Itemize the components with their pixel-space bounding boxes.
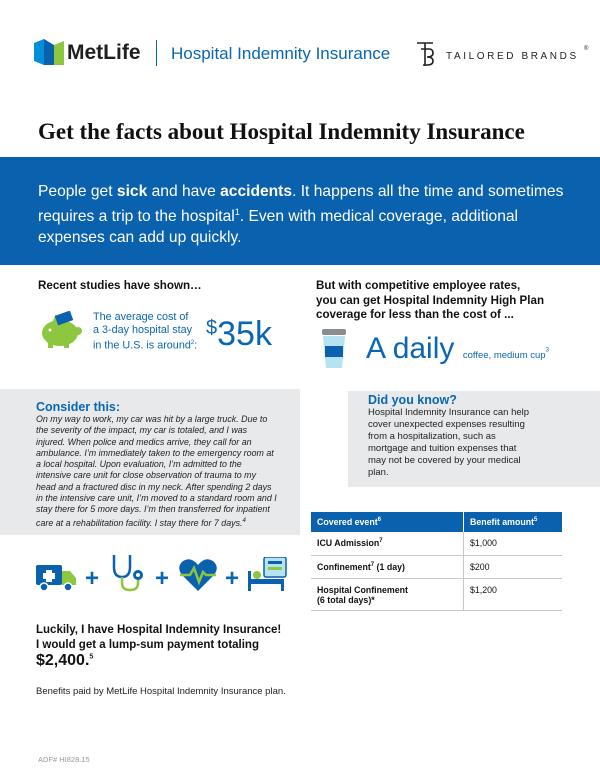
- cost-currency: $: [206, 317, 218, 339]
- banner-accidents: accidents: [220, 183, 293, 200]
- consider-footnote: 4: [242, 517, 246, 524]
- consider-line: intensive care unit for close observation of trauma to my: [36, 470, 257, 481]
- rates-line-2: you can get Hospital Indemnity High Plan: [316, 293, 545, 307]
- hospital-bed-icon: [248, 557, 288, 593]
- table-header-row: [311, 512, 562, 532]
- product-name: Hospital Indemnity Insurance: [171, 44, 391, 63]
- adf-number: ADF# HI828.15: [38, 755, 90, 764]
- studies-line-2: a 3-day hospital stay: [93, 324, 193, 336]
- studies-line-3-text: in the U.S. is around: [93, 339, 191, 352]
- banner-text-1: People get: [38, 183, 117, 200]
- consider-line: injured. When police and medics arrive, they call for an: [36, 436, 252, 447]
- heartbeat-icon: [178, 558, 218, 592]
- dyk-line: cover unexpected expenses resulting: [368, 419, 525, 430]
- cost-amount: 35k: [217, 315, 272, 353]
- intro-banner-text: [38, 181, 568, 248]
- event-label: Confinement: [317, 561, 371, 572]
- plus-sign: +: [85, 565, 100, 592]
- consider-line: ambulance. I’m immediately taken to the emergency room at: [36, 447, 274, 458]
- consider-line: stay there for 5 more days. I’m then transferred for inpatient: [36, 504, 270, 515]
- consider-line: a local hospital. Upon evaluation, I’m admitted to the: [36, 459, 242, 470]
- total-footnote: 5: [89, 653, 94, 661]
- dyk-line: from a hospitalization, such as: [368, 431, 496, 442]
- table-row: [311, 555, 562, 578]
- event-cell: [311, 555, 464, 578]
- ambulance-icon: [36, 561, 76, 591]
- consider-line: On my way to work, my car was hit by a large truck. Due to: [36, 414, 268, 424]
- coffee-cup-icon: [320, 329, 348, 369]
- total-amount: $2,400.: [36, 652, 90, 669]
- col1-label: Covered event: [317, 517, 378, 527]
- studies-line-3: [93, 337, 197, 353]
- stethoscope-icon: [108, 553, 150, 593]
- tailored-brands-logo-icon: [415, 40, 435, 68]
- amount-cell: $1,000: [464, 532, 563, 555]
- rates-line-3: coverage for less than the cost of ...: [316, 308, 514, 321]
- did-you-know-title: Did you know?: [368, 393, 457, 407]
- hospital-stay-cost: [206, 315, 272, 354]
- daily-small-text: coffee, medium cup: [462, 350, 546, 361]
- lucky-line-2: I would get a lump-sum payment totaling: [36, 638, 259, 651]
- event-suffix: (1 day): [374, 561, 405, 572]
- consider-body: [36, 414, 298, 529]
- lucky-line-1: Luckily, I have Hospital Indemnity Insurance!: [36, 624, 282, 636]
- banner-sick: sick: [116, 183, 148, 200]
- studies-footnote: 2: [190, 340, 195, 346]
- dyk-line: may not be covered by your medical: [368, 455, 521, 466]
- banner-text-2: and have: [147, 183, 221, 200]
- consider-line: care at a rehabilitation facility. I stay there for 7 days.: [36, 517, 243, 528]
- piggy-bank-icon: [38, 311, 84, 349]
- benefits-table: [311, 512, 562, 611]
- studies-heading: Recent studies have shown…: [38, 279, 202, 292]
- consider-line: in the intensive care unit, I’m moved to a standard room and I: [36, 493, 277, 504]
- table-row: [311, 578, 562, 610]
- event-footnote: 7: [379, 538, 383, 545]
- metlife-logo-icon: [34, 39, 64, 65]
- studies-colon: :: [194, 339, 198, 352]
- consider-line: head and a fractured disc in my neck. After spending 2 days: [36, 481, 272, 492]
- dyk-line: Hospital Indemnity Insurance can help: [368, 407, 530, 418]
- paid-by-note: Benefits paid by MetLife Hospital Indemnity Insurance plan.: [36, 686, 286, 697]
- dyk-line: plan.: [368, 467, 389, 478]
- banner-footnote: 1: [234, 207, 240, 217]
- header-divider: [156, 40, 157, 66]
- lump-sum-total: [36, 652, 93, 670]
- col-benefit-amount: [464, 512, 563, 532]
- daily-footnote: 3: [545, 347, 549, 354]
- dyk-line: mortgage and tuition expenses that: [368, 443, 517, 454]
- consider-line: the severity of the impact, my car is totaled, and I was: [36, 425, 248, 436]
- amount-cell: $1,200: [464, 578, 563, 610]
- header: [0, 0, 600, 100]
- lucky-text: [36, 623, 281, 652]
- plus-sign: +: [155, 565, 170, 592]
- event-label: ICU Admission: [317, 538, 380, 548]
- event-cell: [311, 532, 464, 555]
- rates-heading: [316, 279, 544, 323]
- metlife-brand: MetLife: [67, 41, 141, 64]
- plus-sign: +: [225, 565, 240, 592]
- partner-trademark: ®: [584, 46, 589, 52]
- partner-name: TAILORED BRANDS: [446, 51, 579, 62]
- consider-title: Consider this:: [36, 400, 121, 414]
- col-covered-event: [311, 512, 464, 532]
- event-footnote: 7: [370, 561, 375, 568]
- event-cell: [311, 578, 464, 610]
- daily-big-text: A daily: [366, 332, 455, 365]
- event-label-2: (6 total days)*: [317, 594, 375, 605]
- col1-footnote: 6: [377, 517, 381, 524]
- col2-footnote: 5: [534, 517, 538, 524]
- rates-line-1: But with competitive employee rates,: [316, 279, 521, 292]
- event-label: Hospital Confinement: [317, 584, 408, 595]
- banner-text-4: . Even with medical coverage, additional expenses can add up quickly.: [38, 208, 519, 247]
- consider-line-last: [36, 516, 298, 529]
- studies-line-1: The average cost of: [93, 311, 189, 323]
- daily-coffee: [366, 332, 549, 366]
- table-row: [311, 532, 562, 555]
- page-title: Get the facts about Hospital Indemnity Insurance: [38, 119, 525, 144]
- banner-text-3: . It happens all the time and sometimes requires a trip to the hospital: [38, 183, 564, 226]
- amount-cell: $200: [464, 555, 563, 578]
- did-you-know-body: [368, 407, 529, 479]
- studies-text: [93, 311, 197, 353]
- col2-label: Benefit amount: [470, 517, 535, 527]
